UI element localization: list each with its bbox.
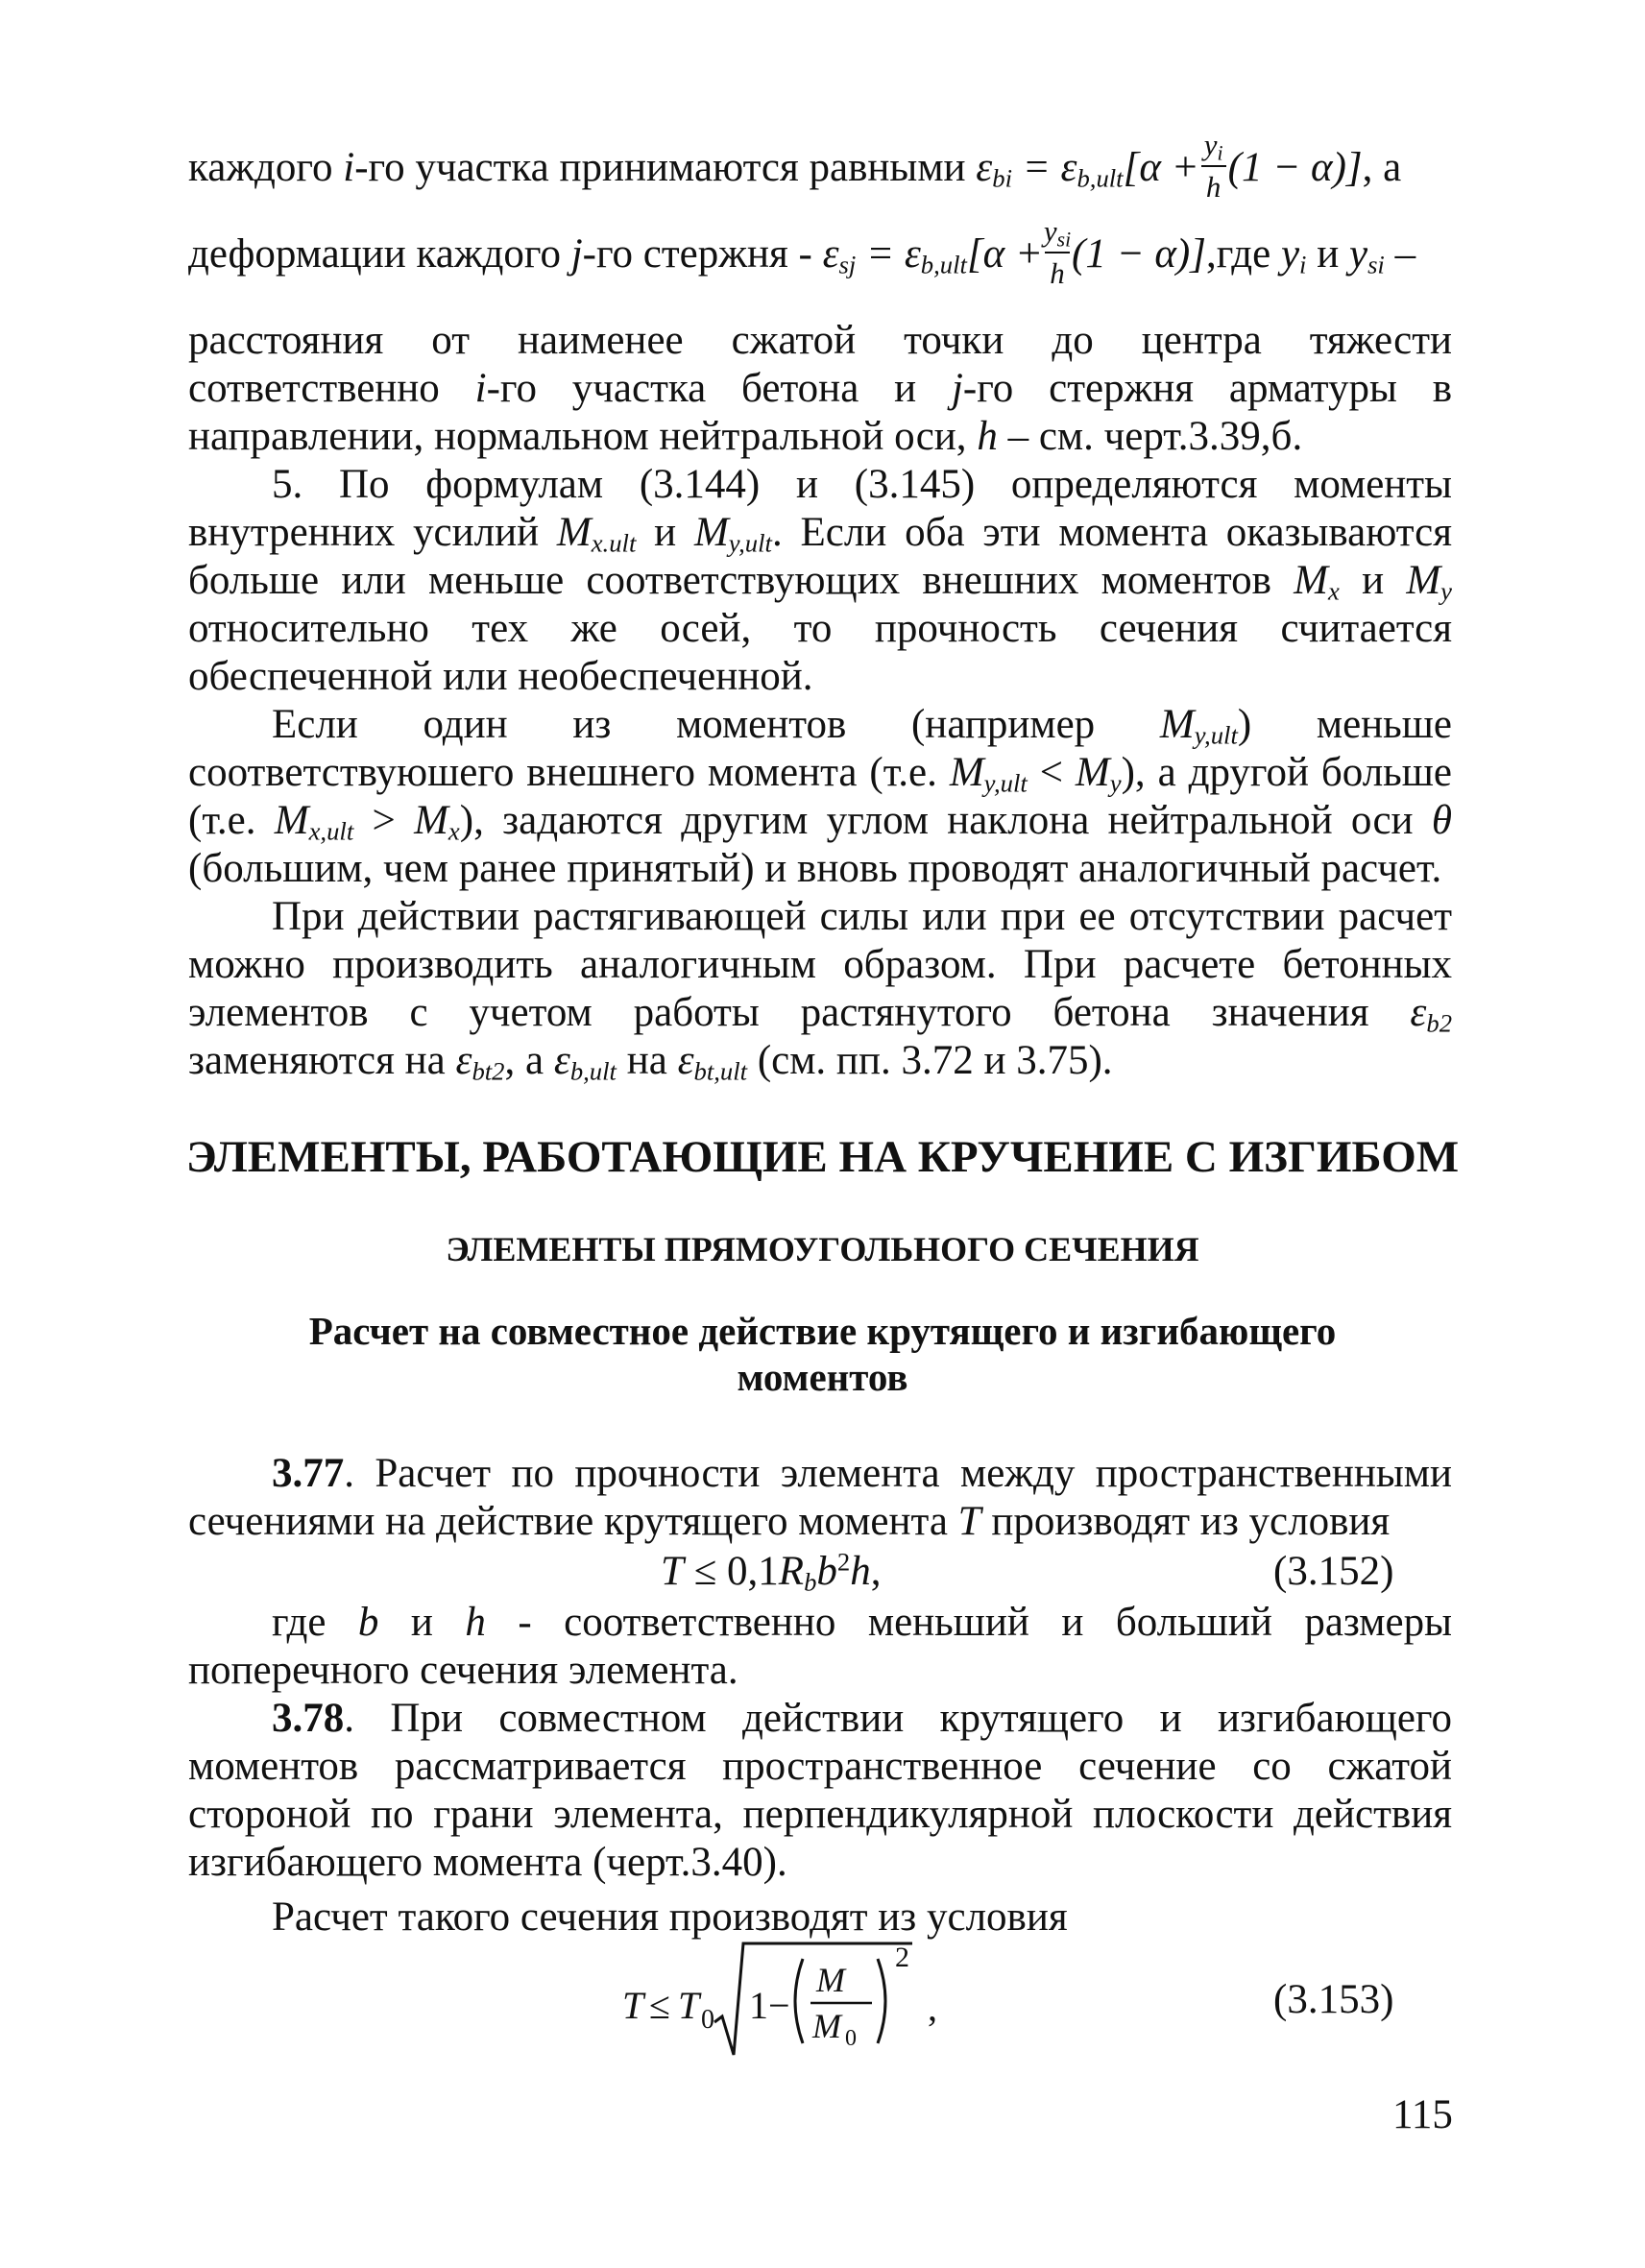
p3-line3: (т.е. $M_{x,ult} > M_x$), задаются другим углом наклона нейтральной оси θ: [188, 798, 1452, 846]
p5-line2: сечениями на действие крутящего момента T производят из условия: [188, 1499, 1391, 1544]
p2-line1: 5. По формулам (3.144) и (3.145) определяются моменты: [272, 462, 1452, 507]
svg-text:M: M: [816, 1961, 845, 1999]
svg-text:M: M: [812, 2007, 841, 2045]
p1-line5: направлении, нормальном нейтральной оси, h – см. черт.3.39,б.: [188, 414, 1303, 459]
p1-line3: расстояния от наименее сжатой точки до центра тяжести: [188, 318, 1452, 363]
subsection-heading: ЭЛЕМЕНТЫ ПРЯМОУГОЛЬНОГО СЕЧЕНИЯ: [446, 1230, 1199, 1268]
p3-line2: соответствуюшего внешнего момента (т.е. $M_{y,ult} < M_y$), а другой больше: [188, 750, 1452, 798]
formula-eps-bi: $\varepsilon_{bi} = \varepsilon_{b,ult}[\alpha$ + $\frac{y_i}{h}$ (1 − α)]: [976, 128, 1363, 204]
p3-line4: (большим, чем ранее принятый) и вновь проводят аналогичный расчет.: [188, 846, 1442, 891]
p2-line5: обеспеченной или необеспеченной.: [188, 654, 813, 699]
topic-heading-line2: моментов: [737, 1355, 908, 1399]
p5-line3: где b и h - соответственно меньший и больший размеры: [272, 1600, 1452, 1645]
equation-number-3-153: (3.153): [1273, 1977, 1394, 2022]
p6-line4: изгибающего момента (черт.3.40).: [188, 1840, 787, 1885]
p3-line1: Если один из моментов (например $M_{y,ult}$) меньше: [272, 702, 1452, 750]
p2-line3: больше или меньше соответствующих внешних моментов $M_x$ и $M_y$: [188, 558, 1453, 606]
p6-line3: стороной по грани элемента, перпендикулярной плоскости действия: [188, 1792, 1452, 1837]
p5-line4: поперечного сечения элемента.: [188, 1648, 738, 1693]
svg-text:−: −: [768, 1984, 790, 2027]
topic-heading-line1: Расчет на совместное действие крутящего и изгибающего: [308, 1309, 1337, 1353]
p1-line1: каждого i-го участка принимаются равными $\varepsilon_{bi} = \varepsilon_{b,ult}[\alpha$ + $\frac{y_i}{h}$ (1 − α)], а: [188, 128, 1402, 204]
svg-text:,: ,: [928, 1986, 937, 2029]
p6-line2: моментов рассматривается пространственное сечение со сжатой: [188, 1744, 1452, 1789]
svg-text:0: 0: [701, 2005, 714, 2035]
p2-line2: внутренних усилий $M_{x.ult}$ и $M_{y,ult}$. Если оба эти момента оказываются: [188, 510, 1452, 558]
svg-text:≤: ≤: [649, 1984, 670, 2027]
section-heading: ЭЛЕМЕНТЫ, РАБОТАЮЩИЕ НА КРУЧЕНИЕ С ИЗГИБОМ: [185, 1132, 1460, 1182]
equation-number-3-152: (3.152): [1273, 1549, 1394, 1594]
formula-3-153: [615, 1930, 960, 2064]
p5-line1: 3.77. Расчет по прочности элемента между пространственными: [272, 1451, 1452, 1496]
page-number: 115: [1392, 2092, 1453, 2137]
svg-text:2: 2: [895, 1942, 909, 1973]
p6-line1: 3.78. При совместном действии крутящего и изгибающего: [272, 1696, 1452, 1741]
formula-3-152: $T \le 0,1R_bb^2h$,: [661, 1547, 882, 1597]
svg-text:0: 0: [845, 2026, 857, 2051]
p4-line2: можно производить аналогичным образом. При расчете бетонных: [188, 942, 1452, 987]
p4-line1: При действии растягивающей силы или при ее отсутствии расчет: [272, 894, 1452, 939]
p4-line4: заменяются на $\varepsilon_{bt2}$, а $\varepsilon_{b,ult}$ на $\varepsilon_{bt,ult}$ (см. пп. 3.72 и 3.75).: [188, 1038, 1113, 1086]
p1-line2: деформации каждого j-го стержня - $\varepsilon_{sj} = \varepsilon_{b,ult}[\alpha$ + $\frac{y_{si}}{h}$ (1 − α)],где $y_i$ и $y_{si}$ –: [188, 214, 1416, 290]
svg-text:1: 1: [749, 1984, 768, 2027]
svg-text:T: T: [622, 1984, 644, 2027]
p1-line4: сответственно i-го участка бетона и j-го стержня арматуры в: [188, 366, 1452, 411]
formula-eps-sj: $\varepsilon_{sj} = \varepsilon_{b,ult}[\alpha$ + $\frac{y_{si}}{h}$ (1 − α)]: [822, 214, 1206, 290]
svg-text:T: T: [678, 1984, 700, 2027]
p6-line5: Расчет такого сечения производят из условия: [272, 1894, 1068, 1940]
p4-line3: элементов с учетом работы растянутого бетона значения $\varepsilon_{b2}$: [188, 990, 1453, 1038]
p2-line4: относительно тех же осей, то прочность сечения считается: [188, 606, 1452, 651]
